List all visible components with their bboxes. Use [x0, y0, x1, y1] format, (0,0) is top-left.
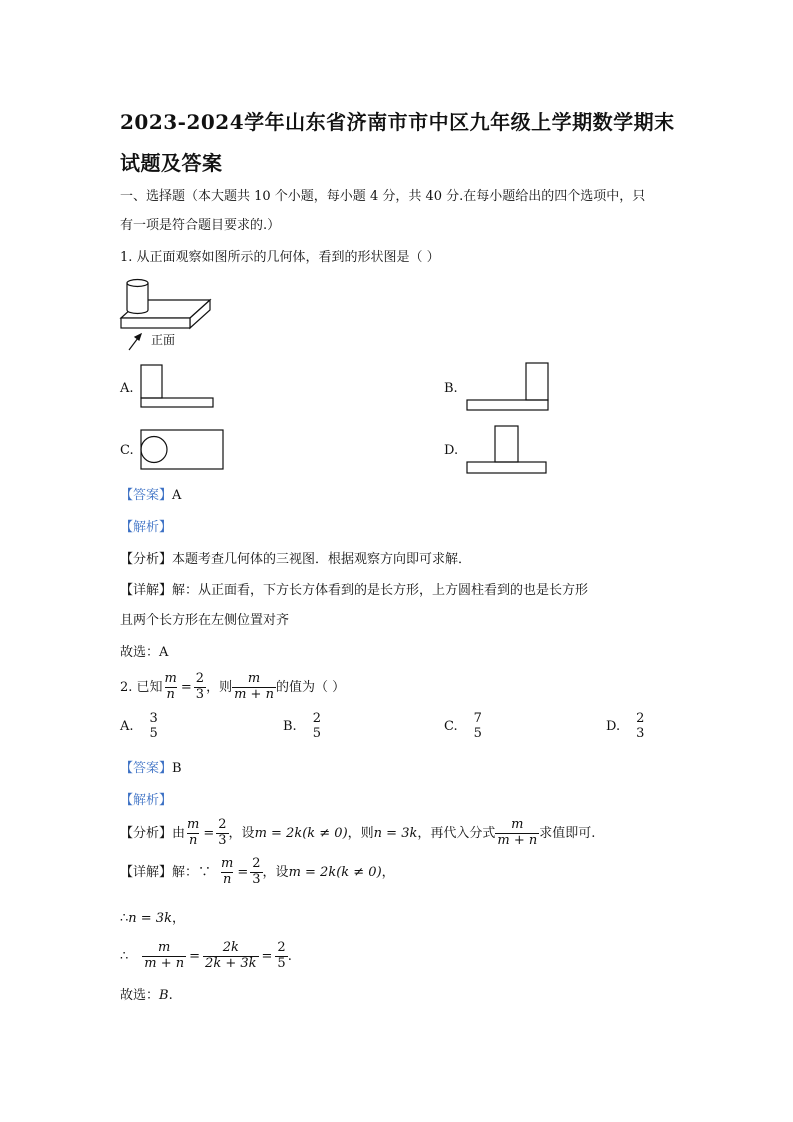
detail-text: ，设: [262, 864, 289, 880]
choose-text: 故选：: [120, 988, 160, 1003]
front-view-label: 正面: [151, 333, 176, 347]
option-label: C.: [444, 719, 458, 735]
fraction-m-over-n: $\frac{m}{n}$: [164, 671, 177, 702]
q1-detail-line2: 且两个长方形在左侧位置对齐: [120, 613, 290, 628]
math-expr: (k ≠ 0): [336, 864, 382, 880]
q1-option-d-figure: [466, 425, 548, 475]
doc-title-line1: 2023-2024学年山东省济南市市中区九年级上学期数学期末: [120, 110, 675, 134]
fenxi-text: 本题考查几何体的三视图．根据观察方向即可求解．: [172, 552, 472, 567]
detail-text: ，: [381, 864, 395, 880]
doc-title-line2: 试题及答案: [120, 151, 223, 175]
q2-choose: [120, 989, 173, 1002]
q1-fenxi: [120, 553, 471, 566]
slab-front-face: [121, 318, 190, 328]
equals-sign: =: [261, 948, 273, 964]
fraction-m-over-m-plus-n: $\frac{m}{m + n}$: [234, 671, 274, 702]
q1-option-a-figure: [140, 364, 215, 409]
q2-option-d: [606, 712, 646, 742]
section-instructions-line2: 有一项是符合题目要求的.）: [120, 218, 281, 233]
punctuation: ，: [171, 911, 185, 926]
q2-option-a: [120, 712, 160, 742]
q2-answer: [120, 762, 182, 775]
fraction-two-fifths: $\frac{2}{5}$: [277, 940, 286, 971]
q1-option-a-label: A.: [120, 381, 134, 396]
fraction-two-thirds: $\frac{2}{3}$: [195, 671, 205, 702]
punctuation: .: [168, 988, 173, 1003]
fenxi-tag: 【分析】: [120, 825, 173, 841]
fraction-m-over-m-plus-n: $\frac{m}{m + n}$: [497, 817, 538, 848]
equals-sign: =: [189, 948, 201, 964]
fraction-m-over-m-plus-n: $\frac{m}{m + n}$: [144, 940, 185, 971]
math-expr: (k ≠ 0): [302, 825, 348, 841]
q2-value-of: 的值为（ ）: [275, 679, 346, 695]
q2-option-c: [444, 712, 484, 742]
q1-option-b-figure: [466, 362, 551, 412]
fenxi-text: ，设: [228, 825, 255, 841]
q1-detail-line1: [120, 584, 588, 597]
q2-then: ，则: [206, 679, 233, 695]
option-fraction: 3 5: [149, 711, 158, 741]
q1-stem: 1. 从正面观察如图所示的几何体，看到的形状图是（ ）: [120, 250, 440, 265]
answer-value: B: [172, 761, 182, 776]
q1-choose: 故选：A: [120, 645, 169, 660]
answer-tag: 【答案】: [120, 488, 173, 503]
section-instructions-line1: 一、选择题（本大题共 10 个小题，每小题 4 分，共 40 分.在每小题给出的四个选项中，只: [120, 189, 646, 204]
q1-option-d-label: D.: [444, 443, 459, 458]
option-fraction: 2 5: [312, 711, 321, 741]
q2-detail-line1: [120, 857, 395, 888]
fraction-m-over-n: $\frac{m}{n}$: [187, 817, 200, 848]
fraction-two-thirds: $\frac{2}{3}$: [252, 856, 261, 887]
fenxi-text: 由: [172, 825, 186, 841]
math-expr: m = 2k: [288, 864, 337, 880]
math-expr: n = 3k: [128, 911, 172, 926]
equals-sign: =: [237, 864, 249, 880]
option-label: A.: [120, 719, 134, 735]
q2-fenxi: [120, 818, 595, 849]
q1-option-c-label: C.: [120, 443, 134, 458]
option-label: B.: [283, 719, 297, 735]
therefore-symbol: ∴: [120, 911, 129, 926]
q1-analysis-tag: 【解析】: [120, 520, 173, 535]
option-label: D.: [606, 719, 621, 735]
cylinder-top: [127, 280, 148, 287]
q2-number: 2. 已知: [120, 679, 163, 695]
q2-option-b: [283, 712, 323, 742]
detail-text: 解：从正面看，下方长方体看到的是长方形，上方圆柱看到的也是长方形: [172, 583, 589, 598]
answer-value: A: [172, 488, 182, 503]
fraction-two-thirds: $\frac{2}{3}$: [218, 817, 227, 848]
math-expr: m = 2k: [254, 825, 303, 841]
option-fraction: 7 5: [473, 711, 482, 741]
q2-therefore-line1: [120, 912, 185, 925]
punctuation: .: [287, 948, 292, 964]
q1-option-c-figure: [140, 429, 225, 471]
q1-option-b-label: B.: [444, 381, 458, 396]
detail-tag: 【详解】: [120, 583, 173, 598]
q2-analysis-tag: 【解析】: [120, 793, 173, 808]
choose-value: B: [159, 988, 169, 1003]
math-expr: n = 3k: [373, 825, 418, 841]
detail-tag: 【详解】: [120, 864, 173, 880]
equals-sign: =: [180, 679, 192, 695]
therefore-symbol: ∴: [120, 948, 129, 964]
q2-therefore-line2: [120, 941, 292, 972]
q1-answer: [120, 489, 181, 502]
answer-tag: 【答案】: [120, 761, 173, 776]
detail-text: 解：∵: [172, 864, 212, 880]
fenxi-text: ，再代入分式: [417, 825, 496, 841]
fraction-m-over-n: $\frac{m}{n}$: [221, 856, 234, 887]
fenxi-text: 求值即可.: [539, 825, 596, 841]
fenxi-tag: 【分析】: [120, 552, 173, 567]
fraction-2k-over-2k-plus-3k: $\frac{2k}{2k + 3k}$: [205, 940, 257, 971]
fenxi-text: ，则: [347, 825, 374, 841]
q2-stem: [120, 672, 345, 703]
equals-sign: =: [203, 825, 215, 841]
option-fraction: 2 3: [636, 711, 645, 741]
